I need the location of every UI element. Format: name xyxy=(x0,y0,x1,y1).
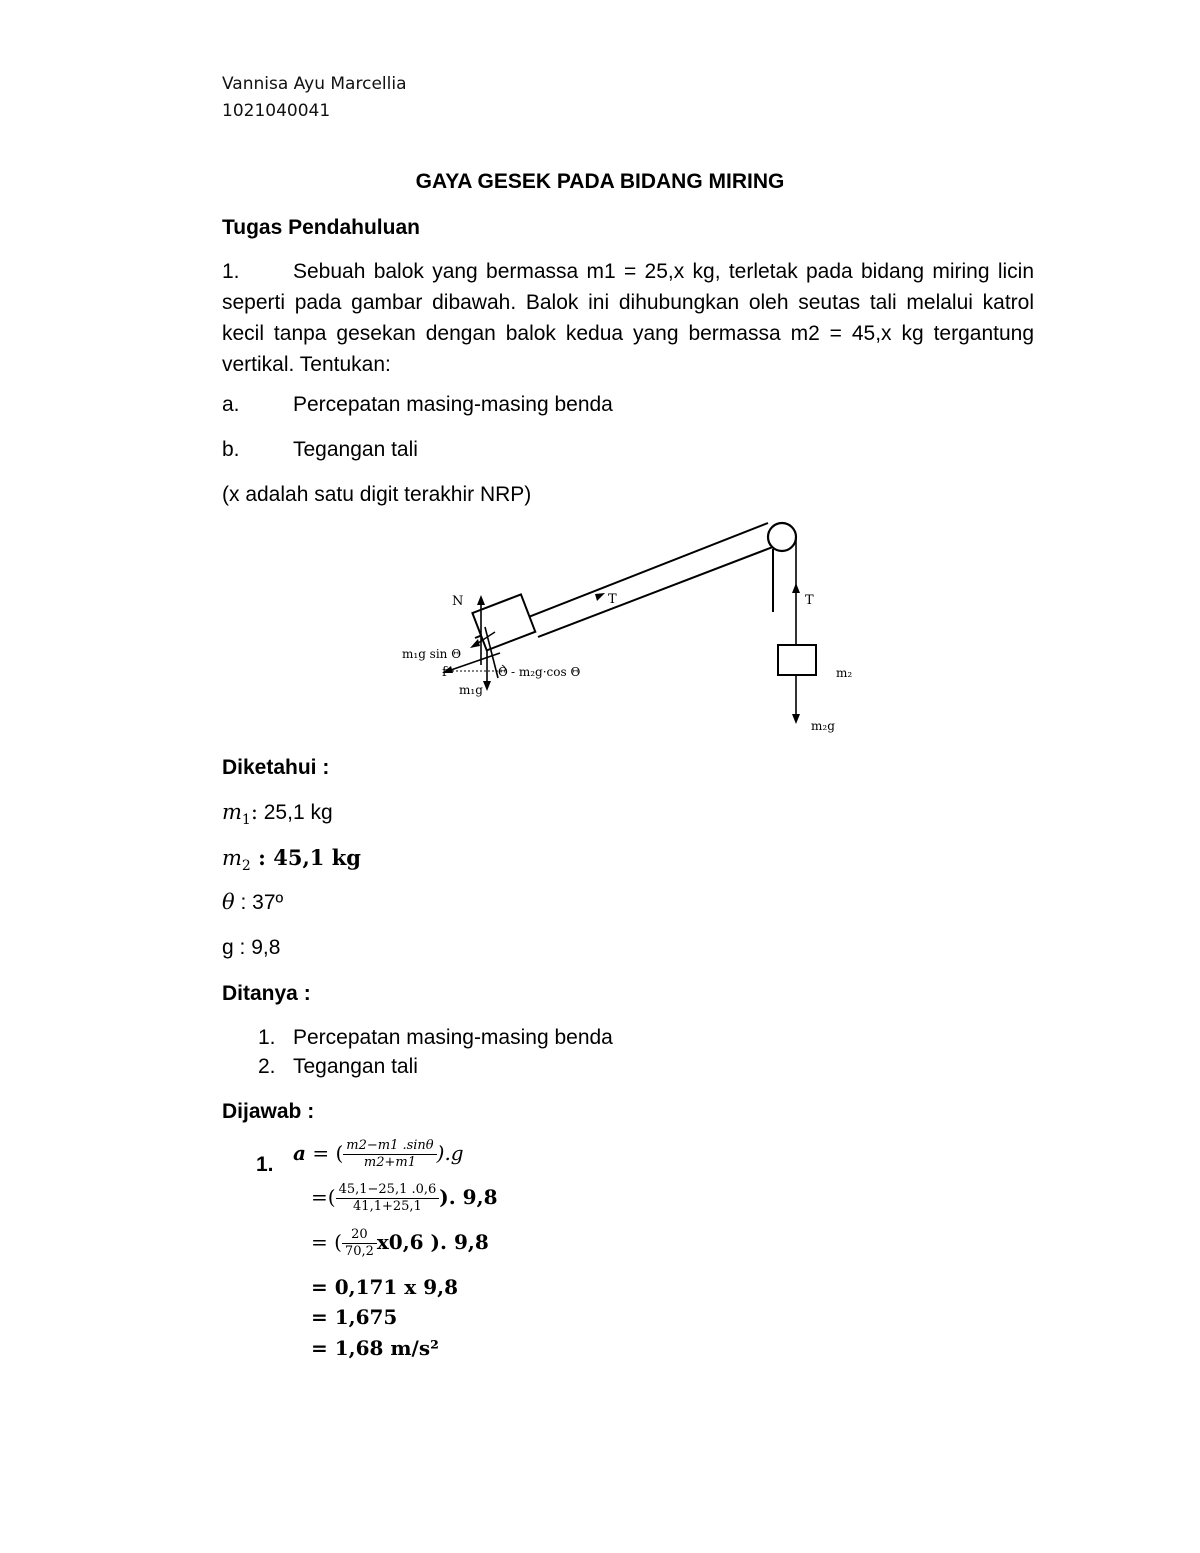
label-T-incline: T xyxy=(608,592,617,607)
known-heading: Diketahui : xyxy=(222,756,330,779)
eq-tail: ). 9,8 xyxy=(439,1185,498,1209)
label-m1g: m₁g xyxy=(459,683,483,697)
inclined-plane-diagram xyxy=(390,515,870,745)
tension-arrow-right xyxy=(792,583,800,593)
problem-item-label: a. xyxy=(222,393,240,416)
block-m2 xyxy=(778,645,816,675)
problem-item-text: Percepatan masing-masing benda xyxy=(293,393,613,416)
numerator: m2−m1 .sinθ xyxy=(343,1138,436,1155)
asked-item-label: 2. xyxy=(258,1055,276,1078)
numerator: 45,1−25,1 .0,6 xyxy=(336,1182,440,1199)
asked-heading: Ditanya : xyxy=(222,982,311,1005)
problem-paragraph xyxy=(222,256,1034,380)
problem-item xyxy=(222,389,240,420)
separator: : xyxy=(233,936,246,959)
denominator: 41,1+25,1 xyxy=(353,1199,422,1214)
equation-line-6: = 1,68 m/s² xyxy=(311,1336,439,1360)
student-nrp: 1021040041 xyxy=(222,101,331,121)
symbol: g xyxy=(222,936,234,959)
label-m1g-sin: m₁g sin Θ xyxy=(402,647,462,661)
eq-open: =( xyxy=(311,1185,336,1209)
known-row-m2 xyxy=(222,842,361,882)
label-m2g: m₂g xyxy=(811,719,835,733)
equation-line-1 xyxy=(293,1138,464,1171)
numerator: 20 xyxy=(342,1227,377,1244)
author-name: Vannisa Ayu Marcellia xyxy=(222,74,407,94)
weight-m2-arrow xyxy=(792,714,800,724)
equation-line-3 xyxy=(311,1227,489,1260)
value: 25,1 kg xyxy=(257,801,333,824)
problem-item-label: b. xyxy=(222,438,240,461)
eq-open: = ( xyxy=(305,1141,344,1165)
section-heading: Tugas Pendahuluan xyxy=(222,216,420,239)
known-row-theta xyxy=(222,887,283,918)
known-row-g xyxy=(222,932,280,963)
label-m2g-cos: - m₂g·cos Θ xyxy=(511,665,581,679)
asked-item-text: Percepatan masing-masing benda xyxy=(293,1026,613,1049)
value: 45,1 kg xyxy=(265,845,361,870)
label-f: f xyxy=(442,665,447,680)
eq-open: = ( xyxy=(311,1230,342,1254)
label-T-hanging: T xyxy=(805,593,814,608)
problem-note: (x adalah satu digit terakhir NRP) xyxy=(222,483,532,506)
equation-line-5: = 1,675 xyxy=(311,1305,398,1329)
answer-number: 1. xyxy=(256,1153,274,1176)
incline-bottom-line xyxy=(538,545,778,637)
subscript: 1 xyxy=(241,812,251,829)
eq-lhs: a xyxy=(293,1141,306,1165)
fraction xyxy=(342,1227,377,1260)
problem-item xyxy=(222,434,240,465)
label-m2: m₂ xyxy=(836,666,853,680)
fraction xyxy=(343,1138,436,1171)
subscript: 2 xyxy=(241,858,251,875)
pulley-icon xyxy=(768,523,796,551)
asked-item-label: 1. xyxy=(258,1026,276,1049)
eq-tail: x0,6 ). 9,8 xyxy=(376,1230,489,1254)
separator: : xyxy=(234,891,247,914)
symbol: m xyxy=(222,800,242,824)
known-row-m1 xyxy=(222,797,333,836)
separator: : xyxy=(250,800,258,824)
asked-item-text: Tegangan tali xyxy=(293,1055,418,1078)
value: 37º xyxy=(246,891,284,914)
page-title: GAYA GESEK PADA BIDANG MIRING xyxy=(415,170,785,193)
problem-text: Sebuah balok yang bermassa m1 = 25,x kg, terletak pada bidang miring licin seperti pada gambar dibawah. Balok ini dihubungkan oleh seutas tali melalui katrol kecil tanpa gesekan dengan balok kedua yang bermassa m2 = 45,x kg tergantung vertikal. Tentukan: xyxy=(222,260,1034,376)
symbol: m xyxy=(222,846,242,870)
label-theta: Θ xyxy=(498,665,508,679)
label-N: N xyxy=(452,594,464,609)
value: 9,8 xyxy=(245,936,281,959)
problem-number: 1. xyxy=(222,260,240,283)
m1g-sin-arrow xyxy=(470,639,480,648)
separator: : xyxy=(250,845,266,870)
weight-m1-arrow xyxy=(483,681,491,691)
normal-force-arrow xyxy=(477,595,485,605)
problem-item-text: Tegangan tali xyxy=(293,438,418,461)
denominator: m2+m1 xyxy=(363,1155,416,1170)
denominator: 70,2 xyxy=(344,1244,374,1259)
answer-heading: Dijawab : xyxy=(222,1100,315,1123)
equation-line-4: = 0,171 x 9,8 xyxy=(311,1275,458,1299)
equation-line-2 xyxy=(311,1182,497,1215)
symbol: θ xyxy=(222,890,235,914)
eq-tail: ).g xyxy=(436,1141,464,1165)
tension-arrow-left xyxy=(595,593,605,601)
fraction xyxy=(336,1182,440,1215)
